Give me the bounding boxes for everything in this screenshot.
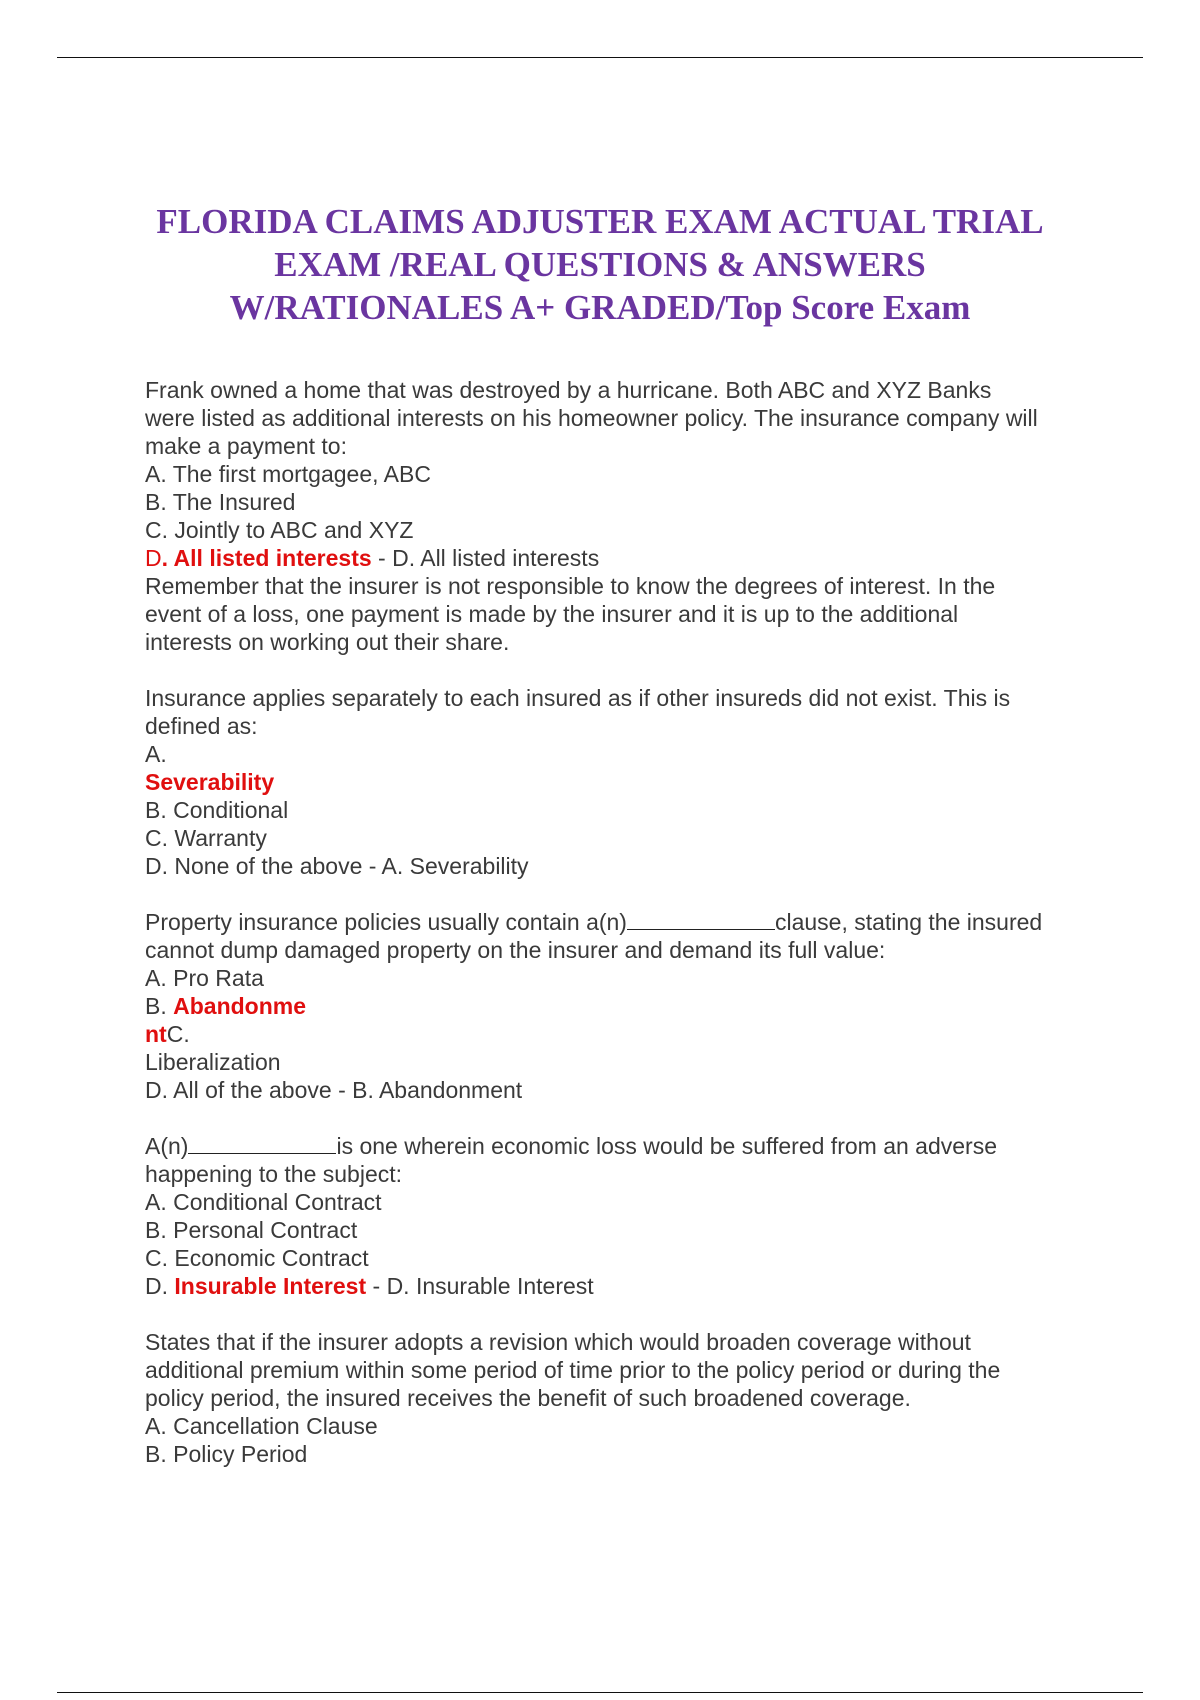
question-stem: make a payment to: [145, 433, 347, 459]
option-d: D. None of the above - A. Severability [145, 853, 529, 879]
option-b: B. Conditional [145, 797, 289, 823]
highlighted-answer: Severability [145, 769, 275, 795]
bottom-rule [57, 1692, 1143, 1693]
option-c: C. Economic Contract [145, 1245, 369, 1271]
option-a: A. The first mortgagee, ABC [145, 461, 431, 487]
option-b: B. Policy Period [145, 1441, 308, 1467]
question-4 [145, 1132, 1095, 1300]
question-stem: Insurance applies separately to each insured as if other insureds did not exist. This is [145, 685, 1011, 711]
option-d-letter: D. [145, 1273, 175, 1299]
option-a: A. Conditional Contract [145, 1189, 382, 1215]
option-c-text: Liberalization [145, 1049, 281, 1075]
answer-blank [188, 1133, 336, 1154]
question-stem: States that if the insurer adopts a revision which would broaden coverage without [145, 1329, 971, 1355]
question-stem [145, 1132, 1095, 1160]
rationale: Remember that the insurer is not responsible to know the degrees of interest. In the [145, 573, 996, 599]
option-b [145, 992, 1095, 1020]
option-d [145, 544, 1095, 572]
document-title [100, 200, 1100, 329]
question-stem: additional premium within some period of time prior to the policy period or during the [145, 1357, 1001, 1383]
question-stem: were listed as additional interests on his homeowner policy. The insurance company will [145, 405, 1038, 431]
stem-end: clause, stating the insured [774, 909, 1043, 935]
highlighted-answer: Insurable Interest [174, 1273, 367, 1299]
option-c-letter: C. [166, 1021, 190, 1047]
answer-text: - D. All listed interests [371, 545, 600, 571]
highlighted-answer-cont: nt [145, 1021, 167, 1047]
highlighted-answer: . All listed interests [161, 545, 372, 571]
rationale: event of a loss, one payment is made by the insurer and it is up to the additional [145, 601, 959, 627]
question-stem: defined as: [145, 713, 258, 739]
title-line-1: FLORIDA CLAIMS ADJUSTER EXAM ACTUAL TRIAL [156, 202, 1044, 241]
option-b-letter: B. [145, 993, 174, 1019]
option-d: D. All of the above - B. Abandonment [145, 1077, 523, 1103]
option-b: B. The Insured [145, 489, 296, 515]
title-line-2: EXAM /REAL QUESTIONS & ANSWERS [274, 245, 926, 284]
question-stem: cannot dump damaged property on the insurer and demand its full value: [145, 937, 886, 963]
question-stem: happening to the subject: [145, 1161, 403, 1187]
option-b: B. Personal Contract [145, 1217, 358, 1243]
question-5 [145, 1328, 1095, 1468]
top-rule [57, 57, 1143, 58]
question-1 [145, 376, 1095, 656]
highlighted-answer: Abandonme [173, 993, 307, 1019]
stem-start: Property insurance policies usually contain a(n) [145, 909, 627, 935]
answer-text: - D. Insurable Interest [366, 1273, 594, 1299]
option-a: A. Cancellation Clause [145, 1413, 378, 1439]
question-stem: Frank owned a home that was destroyed by a hurricane. Both ABC and XYZ Banks [145, 377, 992, 403]
stem-start: A(n) [145, 1133, 189, 1159]
option-d [145, 1272, 1095, 1300]
question-stem [145, 908, 1095, 936]
answer-blank [627, 909, 775, 930]
option-a: A. [145, 741, 167, 767]
title-line-3: W/RATIONALES A+ GRADED/Top Score Exam [229, 288, 971, 327]
option-a: A. Pro Rata [145, 965, 264, 991]
rationale: interests on working out their share. [145, 629, 510, 655]
question-3 [145, 908, 1095, 1104]
option-d-letter: D [145, 545, 162, 571]
option-c: C. Warranty [145, 825, 267, 851]
option-c: C. Jointly to ABC and XYZ [145, 517, 414, 543]
stem-end: is one wherein economic loss would be suffered from an adverse [336, 1133, 997, 1159]
question-2 [145, 684, 1095, 880]
question-list [145, 376, 1095, 1496]
question-stem: policy period, the insured receives the benefit of such broadened coverage. [145, 1385, 911, 1411]
option-c [145, 1020, 1095, 1048]
